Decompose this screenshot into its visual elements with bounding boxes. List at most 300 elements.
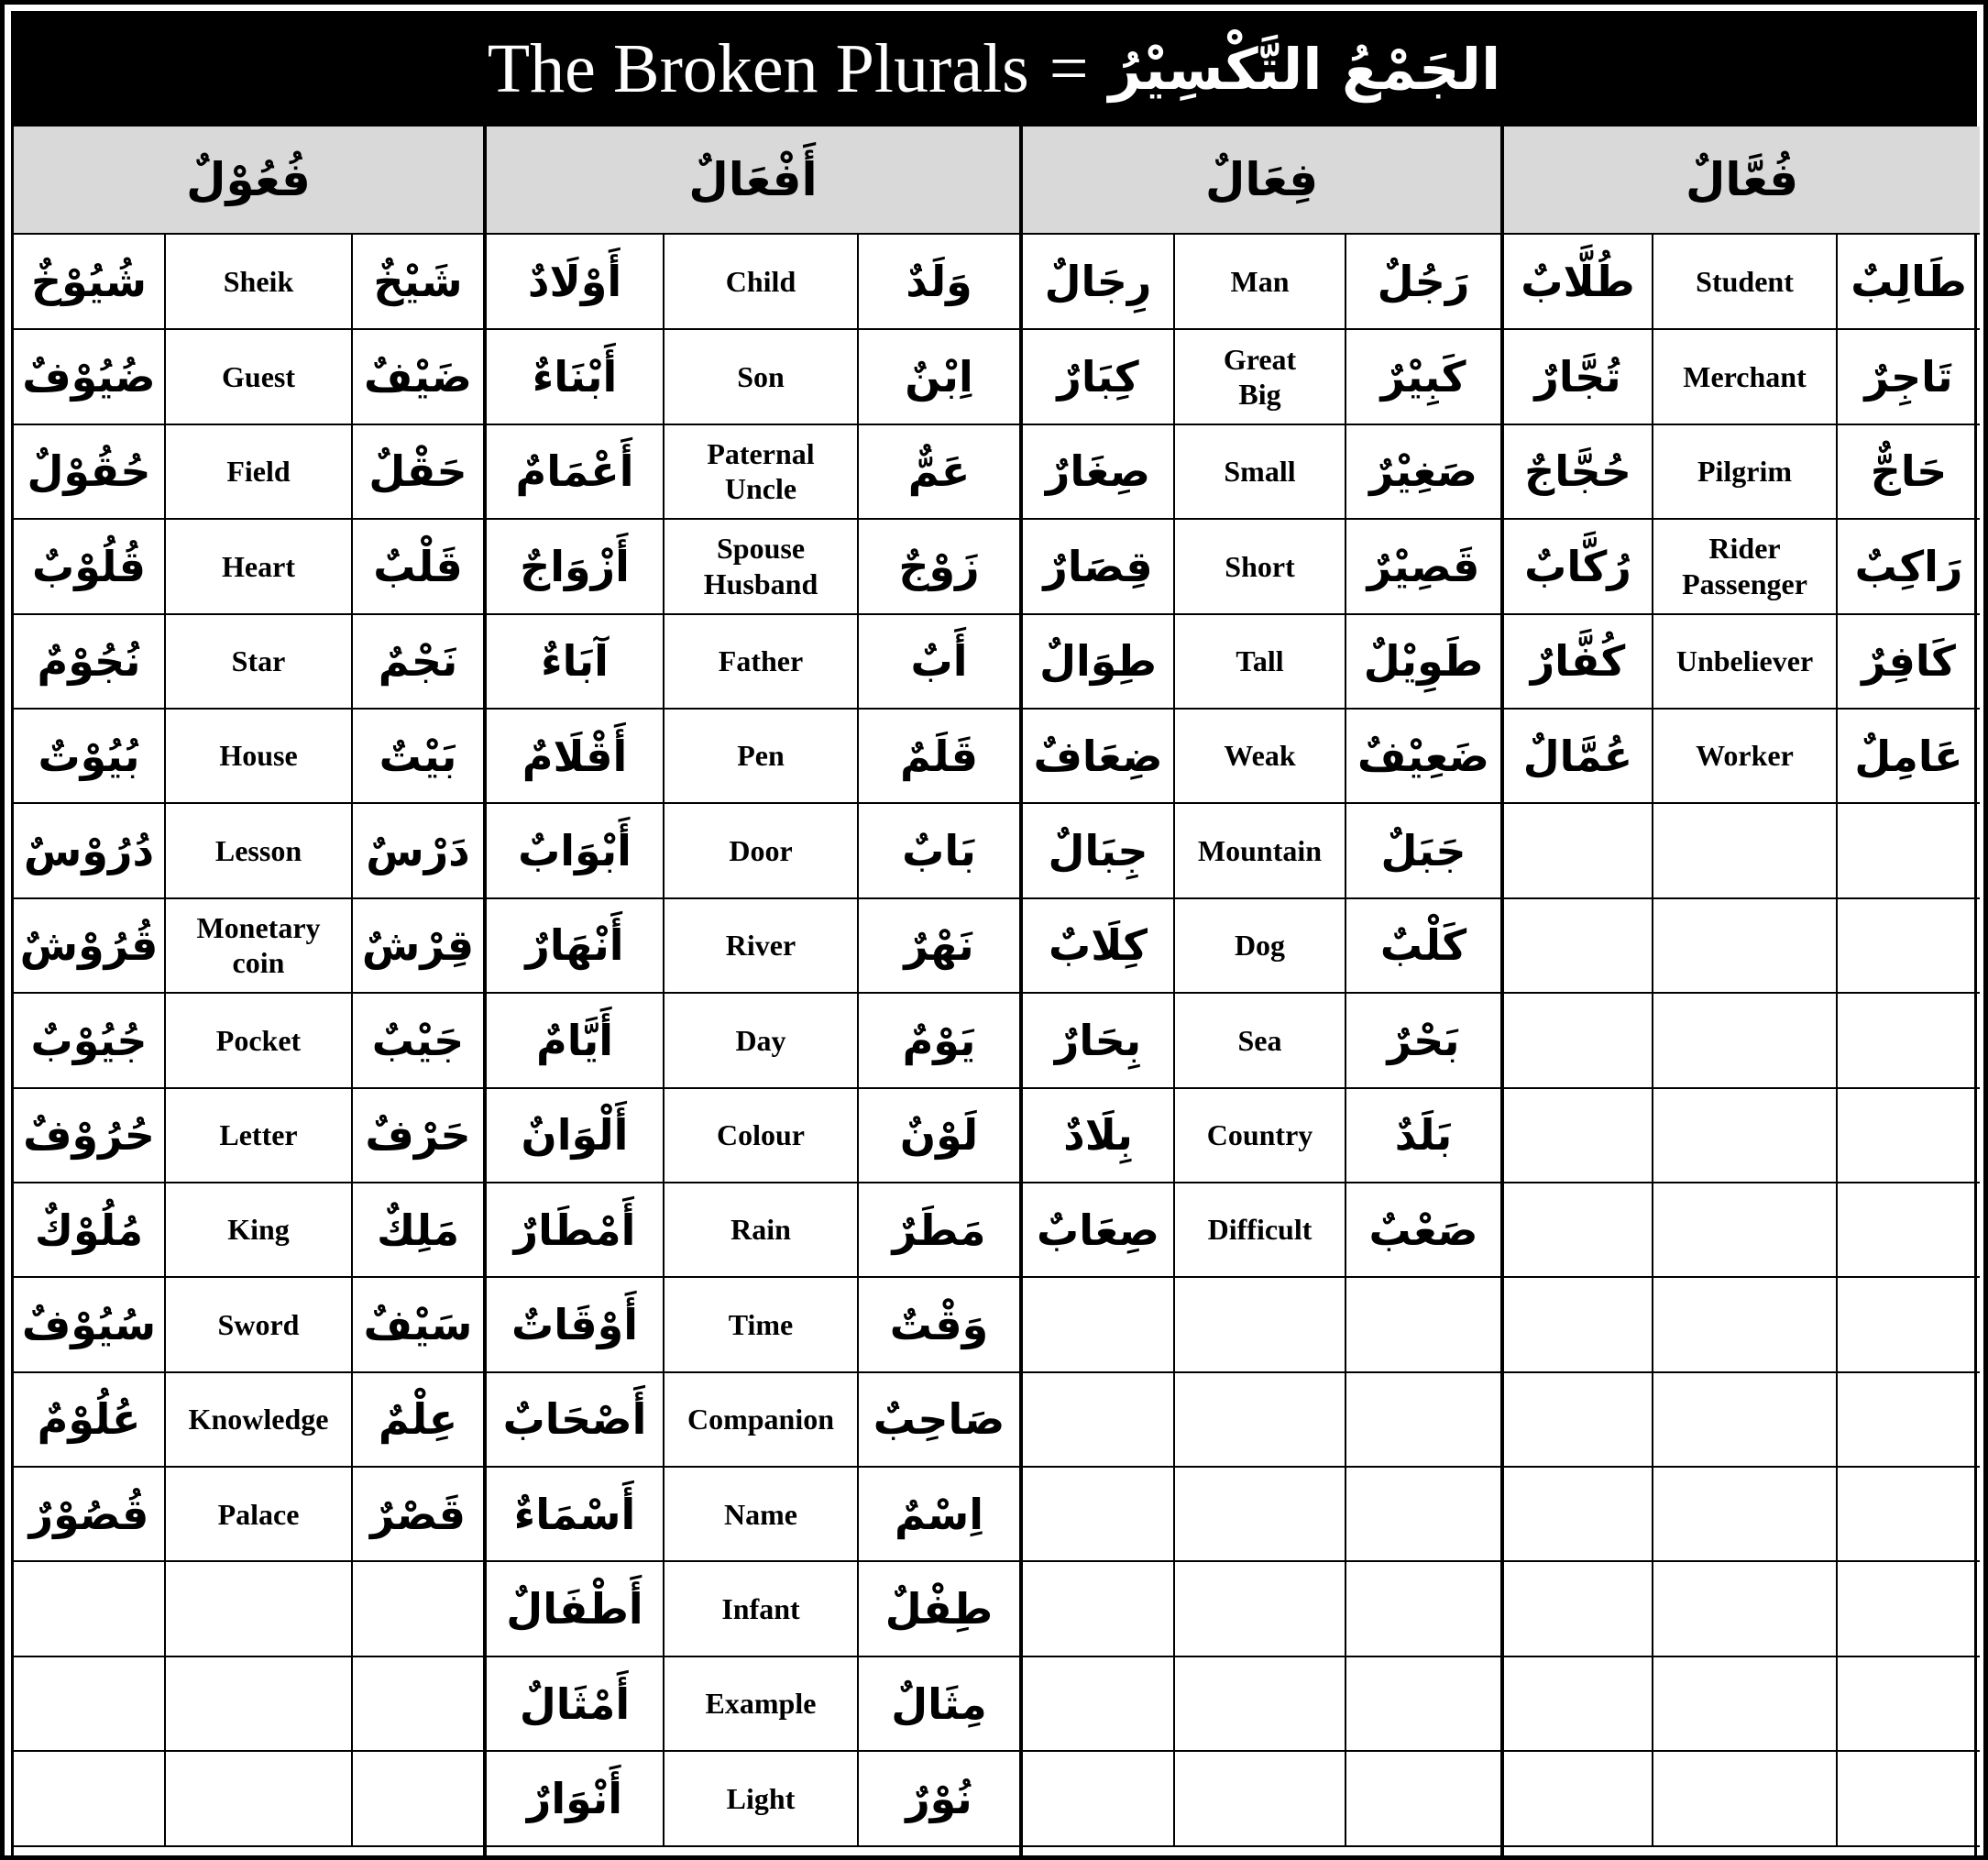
- table-row: [1023, 1277, 1500, 1371]
- table-row: [14, 614, 483, 709]
- plural-cell: عُلُوْمٌ: [14, 1372, 165, 1467]
- word-table: [487, 235, 1019, 1847]
- table-row: [14, 803, 483, 897]
- plural-cell: قُصُوْرٌ: [14, 1467, 165, 1561]
- singular-cell: [1837, 993, 1980, 1087]
- plural-cell: بِلَادٌ: [1023, 1088, 1174, 1183]
- meaning-cell: [165, 803, 352, 897]
- meaning-line: Difficult: [1207, 1213, 1313, 1247]
- table-row: [1504, 1088, 1980, 1183]
- table-row: [14, 1183, 483, 1277]
- table-row: [1023, 1561, 1500, 1656]
- meaning-cell: [1653, 993, 1837, 1087]
- singular-cell: مِثَالٌ: [858, 1656, 1019, 1751]
- plural-cell: أَطْفَالٌ: [487, 1561, 664, 1656]
- plural-cell: أَصْحَابٌ: [487, 1372, 664, 1467]
- meaning-cell: [1653, 1372, 1837, 1467]
- singular-cell: [1345, 1277, 1500, 1371]
- title-bar: [14, 11, 1974, 127]
- meaning-cell: [1653, 1088, 1837, 1183]
- meaning-cell: [1653, 709, 1837, 803]
- table-row: [14, 1656, 483, 1751]
- meaning-line: Son: [737, 359, 785, 393]
- meaning-line: Husband: [703, 567, 818, 600]
- plural-cell: جِبَالٌ: [1023, 803, 1174, 897]
- singular-cell: تَاجِرٌ: [1837, 329, 1980, 424]
- table-row: [1504, 1656, 1980, 1751]
- table-row: [1504, 1561, 1980, 1656]
- plural-cell: جُيُوْبٌ: [14, 993, 165, 1087]
- table-row: [1504, 614, 1980, 709]
- group-afaal: [483, 127, 1019, 1855]
- word-table-body: [1504, 235, 1980, 1846]
- meaning-cell: [1174, 1372, 1345, 1467]
- singular-cell: نُوْرٌ: [858, 1751, 1019, 1845]
- table-row: [1023, 235, 1500, 329]
- plural-cell: [1504, 1656, 1653, 1751]
- plural-cell: أَوْلَادٌ: [487, 235, 664, 329]
- meaning-line: Rider: [1708, 532, 1781, 566]
- meaning-line: Time: [728, 1307, 794, 1341]
- table-row: [1023, 1183, 1500, 1277]
- singular-cell: طَالِبٌ: [1837, 235, 1980, 329]
- meaning-line: Small: [1224, 455, 1296, 489]
- singular-cell: [1345, 1372, 1500, 1467]
- singular-cell: جَبَلٌ: [1345, 803, 1500, 897]
- meaning-line: Example: [705, 1687, 817, 1721]
- singular-cell: حَقْلٌ: [352, 424, 483, 519]
- plural-cell: رِجَالٌ: [1023, 235, 1174, 329]
- plural-cell: [1504, 898, 1653, 993]
- meaning-cell: [664, 235, 858, 329]
- plural-cell: أَيَّامٌ: [487, 993, 664, 1087]
- meaning-cell: [165, 1372, 352, 1467]
- title-english: The Broken Plurals: [487, 29, 1029, 107]
- table-row: [1504, 993, 1980, 1087]
- meaning-line: Colour: [717, 1118, 805, 1152]
- meaning-cell: [1174, 1277, 1345, 1371]
- word-table: [1023, 235, 1500, 1847]
- sheet-frame: [11, 11, 1977, 1855]
- singular-cell: صَعْبٌ: [1345, 1183, 1500, 1277]
- meaning-cell: [1174, 1088, 1345, 1183]
- singular-cell: [352, 1656, 483, 1751]
- table-row: [14, 424, 483, 519]
- meaning-cell: [1174, 235, 1345, 329]
- table-row: [1504, 1277, 1980, 1371]
- meaning-cell: [165, 709, 352, 803]
- singular-cell: زَوْجٌ: [858, 519, 1019, 613]
- meaning-cell: [664, 993, 858, 1087]
- meaning-cell: [664, 1277, 858, 1371]
- plural-cell: [1023, 1372, 1174, 1467]
- singular-cell: دَرْسٌ: [352, 803, 483, 897]
- pattern-groups: [14, 127, 1974, 1855]
- singular-cell: رَجُلٌ: [1345, 235, 1500, 329]
- plural-cell: سُيُوْفٌ: [14, 1277, 165, 1371]
- meaning-cell: [1174, 424, 1345, 519]
- table-row: [14, 709, 483, 803]
- meaning-cell: [664, 898, 858, 993]
- singular-cell: أَبٌ: [858, 614, 1019, 709]
- singular-cell: نَهْرٌ: [858, 898, 1019, 993]
- meaning-cell: [165, 1751, 352, 1845]
- plural-cell: [1504, 1372, 1653, 1467]
- group-pattern-heading: فِعَالٌ: [1023, 127, 1500, 235]
- singular-cell: وَلَدٌ: [858, 235, 1019, 329]
- plural-cell: أَبْنَاءٌ: [487, 329, 664, 424]
- meaning-cell: [165, 519, 352, 613]
- singular-cell: [1837, 1277, 1980, 1371]
- meaning-cell: [165, 1561, 352, 1656]
- table-row: [14, 1561, 483, 1656]
- meaning-line: Worker: [1696, 739, 1794, 773]
- plural-cell: كِبَارٌ: [1023, 329, 1174, 424]
- table-row: [1504, 1467, 1980, 1561]
- table-row: [1023, 1372, 1500, 1467]
- meaning-cell: [1653, 898, 1837, 993]
- meaning-cell: [1174, 993, 1345, 1087]
- table-row: [1023, 1467, 1500, 1561]
- table-row: [14, 898, 483, 993]
- meaning-line: Monetary: [196, 911, 321, 945]
- meaning-cell: [1174, 898, 1345, 993]
- meaning-line: Spouse: [716, 532, 806, 566]
- table-row: [1504, 1751, 1980, 1845]
- meaning-cell: [664, 424, 858, 519]
- singular-cell: قِرْشٌ: [352, 898, 483, 993]
- table-row: [487, 1088, 1019, 1183]
- meaning-line: Pilgrim: [1697, 455, 1793, 489]
- meaning-line: Tall: [1236, 644, 1284, 678]
- plural-cell: بِحَارٌ: [1023, 993, 1174, 1087]
- singular-cell: طِفْلٌ: [858, 1561, 1019, 1656]
- singular-cell: سَيْفٌ: [352, 1277, 483, 1371]
- meaning-cell: [165, 235, 352, 329]
- table-row: [487, 1656, 1019, 1751]
- plural-cell: قِصَارٌ: [1023, 519, 1174, 613]
- meaning-cell: [1174, 803, 1345, 897]
- meaning-line: Companion: [686, 1403, 835, 1436]
- meaning-cell: [1653, 1656, 1837, 1751]
- meaning-cell: [165, 1088, 352, 1183]
- group-fuaal: [1500, 127, 1980, 1855]
- singular-cell: [352, 1751, 483, 1845]
- meaning-line: Country: [1206, 1118, 1313, 1152]
- singular-cell: وَقْتٌ: [858, 1277, 1019, 1371]
- singular-cell: [1837, 1183, 1980, 1277]
- plural-cell: حُقُوْلٌ: [14, 424, 165, 519]
- table-row: [487, 1467, 1019, 1561]
- plural-cell: [14, 1656, 165, 1751]
- singular-cell: كَلْبٌ: [1345, 898, 1500, 993]
- table-row: [1023, 1751, 1500, 1845]
- table-row: [1023, 1656, 1500, 1751]
- meaning-line: House: [219, 739, 298, 773]
- singular-cell: اِسْمٌ: [858, 1467, 1019, 1561]
- table-row: [487, 1372, 1019, 1467]
- meaning-cell: [1653, 329, 1837, 424]
- singular-cell: [1837, 1372, 1980, 1467]
- meaning-line: Father: [718, 644, 804, 678]
- plural-cell: أَقْلَامٌ: [487, 709, 664, 803]
- singular-cell: اِبْنٌ: [858, 329, 1019, 424]
- plural-cell: [1504, 993, 1653, 1087]
- table-row: [1023, 424, 1500, 519]
- singular-cell: صَاحِبٌ: [858, 1372, 1019, 1467]
- table-row: [1023, 1088, 1500, 1183]
- singular-cell: [1837, 898, 1980, 993]
- table-row: [487, 424, 1019, 519]
- meaning-cell: [664, 614, 858, 709]
- singular-cell: شَيْخٌ: [352, 235, 483, 329]
- singular-cell: رَاكِبٌ: [1837, 519, 1980, 613]
- meaning-cell: [1174, 614, 1345, 709]
- plural-cell: بُيُوْتٌ: [14, 709, 165, 803]
- plural-cell: كِلَابٌ: [1023, 898, 1174, 993]
- meaning-line: Heart: [222, 549, 295, 583]
- singular-cell: جَيْبٌ: [352, 993, 483, 1087]
- plural-cell: أَسْمَاءٌ: [487, 1467, 664, 1561]
- meaning-cell: [664, 1751, 858, 1845]
- plural-cell: [1023, 1277, 1174, 1371]
- table-row: [1504, 898, 1980, 993]
- plural-cell: [1504, 1277, 1653, 1371]
- plural-cell: ضُيُوْفٌ: [14, 329, 165, 424]
- meaning-line: Pen: [737, 739, 785, 773]
- plural-cell: أَبْوَابٌ: [487, 803, 664, 897]
- word-table-body: [487, 235, 1019, 1846]
- meaning-line: River: [725, 929, 796, 963]
- meaning-line: Passenger: [1682, 567, 1807, 600]
- meaning-cell: [1174, 709, 1345, 803]
- singular-cell: بَابٌ: [858, 803, 1019, 897]
- table-row: [1504, 1372, 1980, 1467]
- meaning-cell: [1174, 1561, 1345, 1656]
- singular-cell: قَلْبٌ: [352, 519, 483, 613]
- table-row: [1504, 1183, 1980, 1277]
- word-table: [14, 235, 483, 1847]
- singular-cell: قَصِيْرٌ: [1345, 519, 1500, 613]
- meaning-line: Infant: [721, 1591, 800, 1625]
- meaning-line: Field: [226, 455, 291, 489]
- table-row: [487, 1561, 1019, 1656]
- meaning-line: Letter: [219, 1118, 298, 1152]
- meaning-cell: [1653, 1277, 1837, 1371]
- table-row: [1504, 803, 1980, 897]
- meaning-line: Sea: [1237, 1023, 1282, 1057]
- meaning-line: Weak: [1224, 739, 1296, 773]
- plural-cell: طُلَّابٌ: [1504, 235, 1653, 329]
- plural-cell: [1504, 1751, 1653, 1845]
- table-row: [487, 614, 1019, 709]
- meaning-cell: [664, 1183, 858, 1277]
- table-row: [487, 1277, 1019, 1371]
- group-pattern-heading: فُعُوْلٌ: [14, 127, 483, 235]
- word-table-body: [14, 235, 483, 1846]
- table-row: [14, 1751, 483, 1845]
- meaning-cell: [165, 1656, 352, 1751]
- table-row: [1023, 993, 1500, 1087]
- plural-cell: [1504, 1183, 1653, 1277]
- table-row: [1023, 329, 1500, 424]
- meaning-line: Guest: [222, 359, 295, 393]
- singular-cell: مَطَرٌ: [858, 1183, 1019, 1277]
- meaning-line: Uncle: [724, 472, 797, 506]
- table-row: [14, 235, 483, 329]
- meaning-line: Paternal: [707, 437, 815, 471]
- singular-cell: [1345, 1751, 1500, 1845]
- meaning-line: Rain: [730, 1213, 791, 1247]
- plural-cell: قُلُوْبٌ: [14, 519, 165, 613]
- meaning-line: Short: [1225, 549, 1295, 583]
- plural-cell: أَلْوَانٌ: [487, 1088, 664, 1183]
- singular-cell: قَصْرٌ: [352, 1467, 483, 1561]
- meaning-line: Day: [735, 1023, 786, 1057]
- meaning-line: Pocket: [215, 1023, 302, 1057]
- singular-cell: كَافِرٌ: [1837, 614, 1980, 709]
- meaning-line: Great: [1223, 342, 1297, 376]
- meaning-line: Light: [726, 1781, 796, 1815]
- meaning-line: Student: [1696, 265, 1794, 298]
- singular-cell: حَاجٌّ: [1837, 424, 1980, 519]
- plural-cell: أَمْطَارٌ: [487, 1183, 664, 1277]
- word-table-body: [1023, 235, 1500, 1846]
- table-row: [487, 1183, 1019, 1277]
- meaning-cell: [165, 614, 352, 709]
- plural-cell: طِوَالٌ: [1023, 614, 1174, 709]
- meaning-line: Lesson: [214, 833, 302, 867]
- plural-cell: حُرُوْفٌ: [14, 1088, 165, 1183]
- singular-cell: بَيْتٌ: [352, 709, 483, 803]
- singular-cell: [352, 1561, 483, 1656]
- table-row: [487, 898, 1019, 993]
- meaning-cell: [165, 1467, 352, 1561]
- table-row: [1023, 803, 1500, 897]
- meaning-cell: [664, 803, 858, 897]
- meaning-cell: [1174, 1183, 1345, 1277]
- plural-cell: حُجَّاجٌ: [1504, 424, 1653, 519]
- table-row: [14, 1088, 483, 1183]
- plural-cell: [14, 1561, 165, 1656]
- singular-cell: طَوِيْلٌ: [1345, 614, 1500, 709]
- table-row: [1023, 898, 1500, 993]
- singular-cell: نَجْمٌ: [352, 614, 483, 709]
- singular-cell: ضَيْفٌ: [352, 329, 483, 424]
- table-row: [487, 235, 1019, 329]
- table-row: [487, 329, 1019, 424]
- meaning-cell: [1653, 519, 1837, 613]
- table-row: [1504, 329, 1980, 424]
- meaning-cell: [165, 898, 352, 993]
- singular-cell: لَوْنٌ: [858, 1088, 1019, 1183]
- meaning-cell: [664, 329, 858, 424]
- meaning-cell: [1653, 1183, 1837, 1277]
- plural-cell: رُكَّابٌ: [1504, 519, 1653, 613]
- meaning-line: Sheik: [223, 265, 294, 298]
- meaning-cell: [664, 519, 858, 613]
- meaning-cell: [664, 1088, 858, 1183]
- singular-cell: بَلَدٌ: [1345, 1088, 1500, 1183]
- meaning-cell: [165, 993, 352, 1087]
- plural-cell: أَنْوَارٌ: [487, 1751, 664, 1845]
- title-equals: =: [1049, 29, 1089, 107]
- meaning-cell: [1653, 235, 1837, 329]
- plural-cell: آبَاءٌ: [487, 614, 664, 709]
- plural-cell: عُمَّالٌ: [1504, 709, 1653, 803]
- meaning-cell: [1174, 329, 1345, 424]
- table-row: [1504, 709, 1980, 803]
- singular-cell: ضَعِيْفٌ: [1345, 709, 1500, 803]
- plural-cell: [14, 1751, 165, 1845]
- table-row: [14, 1372, 483, 1467]
- table-row: [1504, 519, 1980, 613]
- table-row: [14, 1467, 483, 1561]
- table-row: [14, 993, 483, 1087]
- table-row: [487, 993, 1019, 1087]
- plural-cell: صِغَارٌ: [1023, 424, 1174, 519]
- meaning-cell: [1653, 1467, 1837, 1561]
- meaning-cell: [664, 1561, 858, 1656]
- plural-cell: أَعْمَامٌ: [487, 424, 664, 519]
- plural-cell: قُرُوْشٌ: [14, 898, 165, 993]
- table-row: [487, 709, 1019, 803]
- plural-cell: كُفَّارٌ: [1504, 614, 1653, 709]
- meaning-line: Knowledge: [188, 1403, 329, 1436]
- meaning-line: Palace: [217, 1497, 300, 1531]
- meaning-cell: [1653, 1561, 1837, 1656]
- group-fuool: [14, 127, 483, 1855]
- plural-cell: [1504, 803, 1653, 897]
- singular-cell: مَلِكٌ: [352, 1183, 483, 1277]
- singular-cell: عِلْمٌ: [352, 1372, 483, 1467]
- plural-cell: ضِعَافٌ: [1023, 709, 1174, 803]
- singular-cell: صَغِيْرٌ: [1345, 424, 1500, 519]
- table-row: [1504, 424, 1980, 519]
- plural-cell: تُجَّارٌ: [1504, 329, 1653, 424]
- singular-cell: [1837, 803, 1980, 897]
- singular-cell: [1837, 1751, 1980, 1845]
- meaning-cell: [1653, 803, 1837, 897]
- meaning-line: Big: [1238, 378, 1281, 412]
- plural-cell: [1023, 1561, 1174, 1656]
- table-row: [1023, 519, 1500, 613]
- meaning-line: coin: [232, 946, 285, 980]
- plural-cell: أَزْوَاجٌ: [487, 519, 664, 613]
- meaning-cell: [664, 1656, 858, 1751]
- meaning-cell: [1653, 424, 1837, 519]
- meaning-line: Merchant: [1683, 359, 1807, 393]
- singular-cell: يَوْمٌ: [858, 993, 1019, 1087]
- meaning-line: Sword: [217, 1307, 300, 1341]
- table-row: [14, 1277, 483, 1371]
- plural-cell: [1023, 1467, 1174, 1561]
- meaning-line: Mountain: [1197, 833, 1323, 867]
- meaning-line: Man: [1230, 265, 1290, 298]
- table-row: [1023, 614, 1500, 709]
- singular-cell: قَلَمٌ: [858, 709, 1019, 803]
- meaning-cell: [664, 1372, 858, 1467]
- title-arabic: الجَمْعُ التَّكْسِيْرُ: [1108, 35, 1501, 103]
- word-table: [1504, 235, 1980, 1847]
- table-row: [1504, 235, 1980, 329]
- meaning-line: Star: [231, 644, 286, 678]
- group-pattern-heading: أَفْعَالٌ: [487, 127, 1019, 235]
- plural-cell: [1023, 1751, 1174, 1845]
- singular-cell: [1837, 1467, 1980, 1561]
- meaning-cell: [165, 1277, 352, 1371]
- table-row: [1023, 709, 1500, 803]
